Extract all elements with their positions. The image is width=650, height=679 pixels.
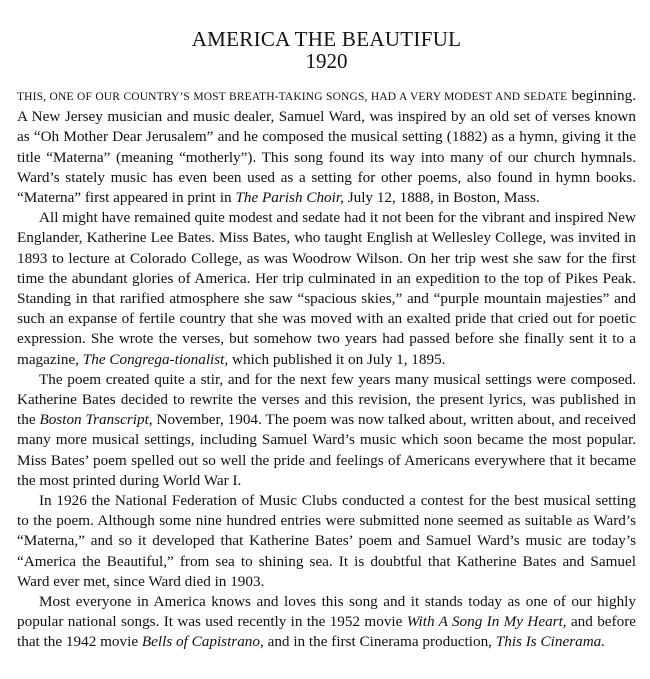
paragraph-1-text-b: July 12, 1888, in Boston, Mass.: [343, 189, 540, 207]
paragraph-5-text-c: and in the first Cinerama production,: [263, 633, 496, 651]
paragraph-1: [17, 86, 636, 208]
paragraph-2-text-a: All might have remained quite modest and sedate had it not been for the vibrant and inspired New Englander, Katherine Lee Bates. Miss Bates, who taught English at Wellesley College, was invited in 1893 to lecture at Colorado College, as was Woodrow Wilson. On her trip west she saw for the first time the abundant glories of America. Her trip culminated in an expedition to the top of Pikes Peak. Standing in that rarified atmosphere she saw “spacious skies,” and “purple mountain majesties” and such an expanse of fertile country that she was moved with an exalted pride that cried out for poetic expression. She wrote the verses, but somehow two years had passed before she finally sent it to a magazine,: [17, 209, 636, 368]
title-the-parish-choir: The Parish Choir,: [235, 189, 344, 207]
lead-in-small-caps: THIS, ONE OF OUR COUNTRY’S MOST BREATH-TAKING SONGS, HAD A VERY MODEST AND SEDATE: [17, 91, 568, 103]
paragraph-3: [17, 370, 636, 491]
title-this-is-cinerama: This Is Cinerama.: [495, 633, 606, 651]
paragraph-2: [17, 208, 636, 370]
paragraph-2-text-b: which published it on July 1, 1895.: [228, 350, 446, 368]
title-bells-of-capistrano: Bells of Capistrano,: [141, 633, 264, 651]
paragraph-4-text-a: In 1926 the National Federation of Music Clubs conducted a contest for the best musical setting to the poem. Although some nine hundred entries were submitted none seemed as suitable as Ward’s “Materna,” and so it developed that Katherine Bates’ poem and Samuel Ward’s music are today’s “America the Beautiful,” from sea to shining sea. It is doubtful that Katherine Bates and Samuel Ward ever met, since Ward died in 1903.: [17, 492, 636, 590]
paragraph-5: [17, 592, 636, 653]
title-with-a-song-in-my-heart: With A Song In My Heart,: [406, 613, 567, 631]
article-title: AMERICA THE BEAUTIFUL: [191, 27, 462, 51]
document-page: [17, 28, 636, 653]
title-boston-transcript: Boston Transcript,: [39, 411, 153, 429]
paragraph-3-text-a: The poem created quite a stir, and for the next few years many musical settings were composed. Katherine Bates decided to rewrite the verses and this revision, the present lyrics, was published in the: [17, 370, 636, 429]
title-the-congregationalist: The Congrega-tionalist,: [82, 350, 229, 368]
paragraph-5-text-a: Most everyone in America knows and loves this song and it stands today as one of our highly popular national songs. It was used recently in the 1952 movie: [17, 593, 636, 631]
paragraph-4: [17, 491, 636, 592]
article-body: [17, 86, 636, 653]
article-year: 1920: [305, 49, 348, 73]
paragraph-3-text-b: November, 1904. The poem was now talked about, written about, and received many more musical settings, including Samuel Ward’s music which soon became the most popular. Miss Bates’ poem spelled out so well the pride and feelings of Americans everywhere that it became the most printed during World War I.: [17, 411, 636, 489]
paragraph-5-text-b: and before that the 1942 movie: [17, 613, 636, 651]
paragraph-1-text-a: beginning. A New Jersey musician and music dealer, Samuel Ward, was inspired by an old set of verses known as “Oh Mother Dear Jerusalem” and he composed the musical setting (1882) as a hymn, giving it the title “Materna” (meaning “motherly”). This song found its way into many of our church hymnals. Ward’s stately music has even been used as a setting for other poems, also found in hymn books. “Materna” first appeared in print in: [17, 87, 636, 207]
